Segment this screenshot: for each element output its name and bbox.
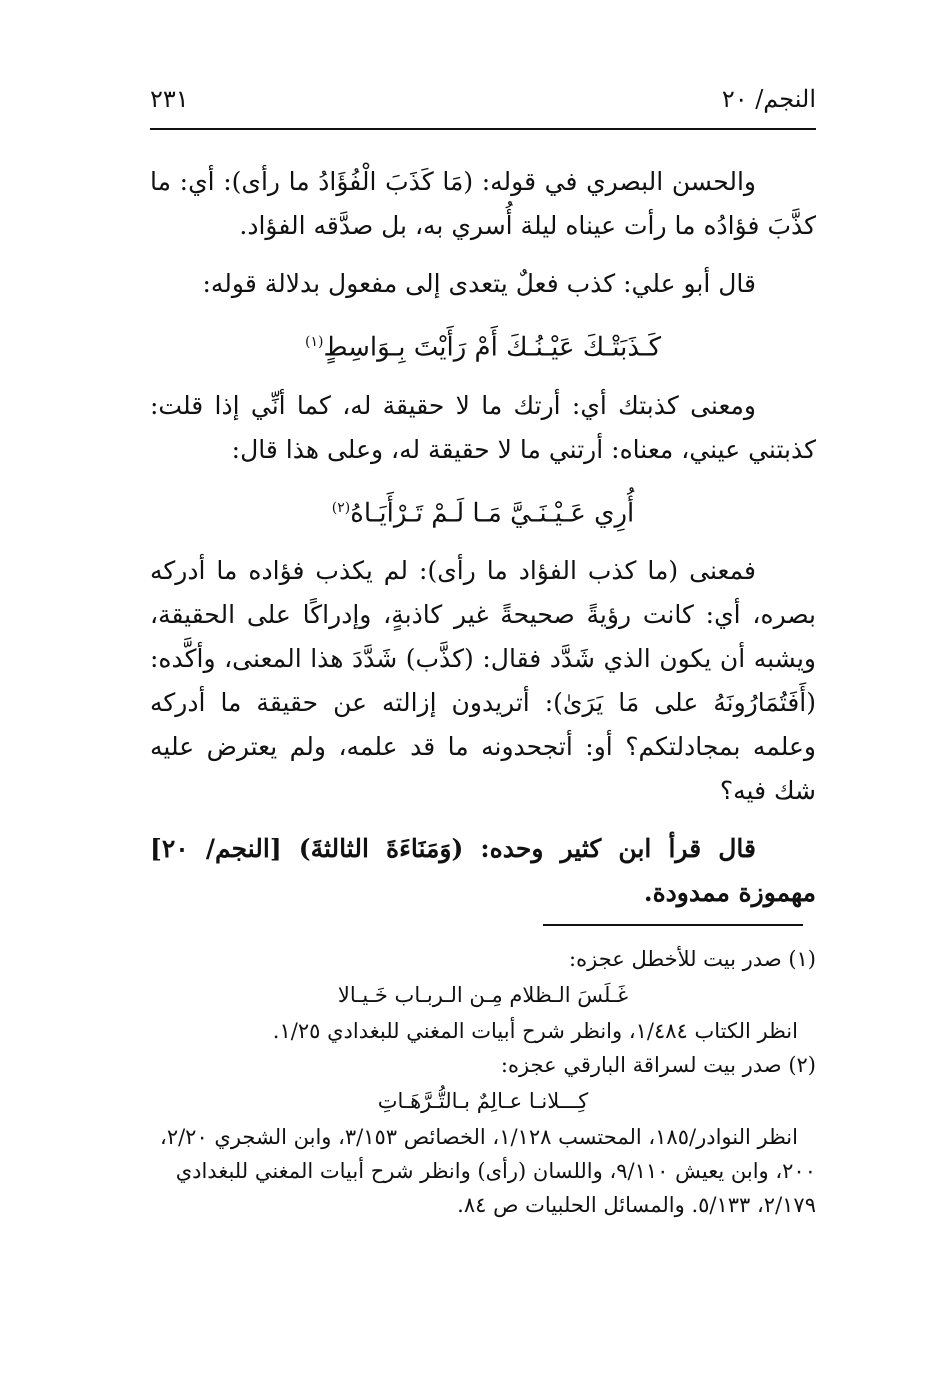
verse-2-text: أُرِي عَـيْـنَـيَّ مَـا لَـمْ تَـرْأَيَـاهُ [350,498,635,529]
footnote-mark-1: (١) [305,334,324,350]
main-text [150,160,816,929]
footnotes [150,942,816,1222]
footnote-mark-2: (٢) [331,499,351,516]
page-number: ٢٣١ [150,85,189,113]
paragraph-4: فمعنى (ما كذب الفؤاد ما رأى): لم يكذب فؤاده ما أدركه بصره، أي: كانت رؤيةً صحيحةً غير كاذبةٍ، وإدراكًا على الحقيقة، ويشبه أن يكون الذي شَدَّد فقال: (كذَّب) شَدَّدَ هذا المعنى، وأكَّده: (أَفَتُمَارُونَهُ على مَا يَرَىٰ): أتريدون إزالته عن حقيقة ما أدركه وعلمه بمجادلتكم؟ أو: أتجحدونه ما قد علمه، ولم يعترض عليه شك فيه؟ [150,556,816,806]
chapter-reference: النجم/ ٢٠ [721,85,816,113]
footnote-1-reference: انظر الكتاب ١/٤٨٤، وانظر شرح أبيات المغني للبغدادي ١/٢٥. [272,1019,798,1043]
footnote-divider [543,924,803,926]
footnote-1-intro: (١) صدر بيت للأخطل عجزه: [569,947,816,971]
footnote-2-reference: انظر النوادر/١٨٥، المحتسب ١/١٢٨، الخصائص ٣/١٥٣، وابن الشجري ٢/٢٠، ٢٠٠، وابن يعيش ٩/١١٠، واللسان (رأى) وانظر شرح أبيات المغني للبغدادي ٢/١٧٩، ٥/١٣٣. والمسائل الحلبيات ص ٨٤. [160,1125,816,1217]
header-divider [150,128,816,130]
footnote-2-verse: كِـــلانـا عـالِمٌ بـالتُّـرَّهَـاتِ [377,1089,589,1113]
paragraph-1: والحسن البصري في قوله: (مَا كَذَبَ الْفُؤَادُ ما رأى): أي: ما كذَّبَ فؤادُه ما رأت عيناه ليلة أُسري به، بل صدَّقه الفؤاد. [150,167,816,240]
footnote-1-verse: غَـلَسَ الـظلام مِـن الـربـاب خَـيـالا [337,983,629,1007]
verse-1-text: كَـذَبَتْـكَ عَيْـنُـكَ أَمْ رَأَيْتَ بِـوَاسِطٍ [323,332,661,363]
verse-1 [150,320,816,370]
paragraph-3: ومعنى كذبتك أي: أرتك ما لا حقيقة له، كما أنِّي إذا قلت: كذبتني عيني، معناه: أرتني ما لا حقيقة له، وعلى هذا قال: [150,390,816,464]
paragraph-5: قال قرأ ابن كثير وحده: (وَمَنَاءَةَ الثالثةَ) [النجم/ ٢٠] مهموزة ممدودة. [150,834,816,908]
verse-2 [150,486,816,536]
footnote-2-intro: (٢) صدر بيت لسراقة البارقي عجزه: [500,1053,816,1077]
paragraph-2: قال أبو علي: كذب فعلٌ يتعدى إلى مفعول بدلالة قوله: [202,269,756,298]
running-header [150,85,816,121]
